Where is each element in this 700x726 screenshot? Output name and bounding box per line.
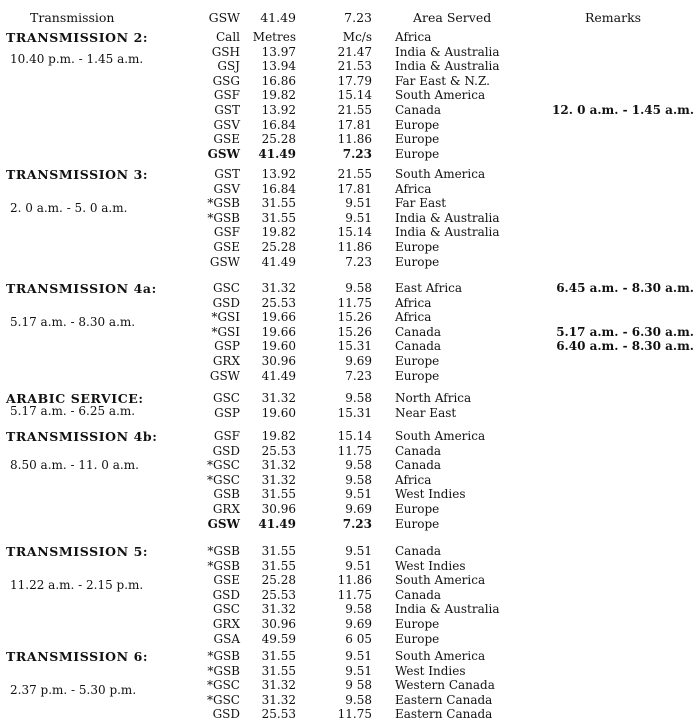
cell-area: India & Australia xyxy=(395,59,500,74)
cell-call: GSC xyxy=(213,391,240,405)
cell-metres: 41.49 xyxy=(261,254,296,269)
cell-metres: 19.66 xyxy=(261,310,296,325)
cell-area: South America xyxy=(395,429,486,443)
cell-call: GSH xyxy=(211,44,240,59)
cell-metres: 19.66 xyxy=(261,324,296,339)
cell-mcs: 9.69 xyxy=(345,354,372,368)
table-row xyxy=(0,573,700,588)
cell-mcs: 9.51 xyxy=(345,196,372,211)
cell-area: Europe xyxy=(395,617,440,631)
cell-metres: 30.96 xyxy=(261,354,296,368)
cell-metres: 31.55 xyxy=(261,544,296,558)
cell-area: Europe xyxy=(395,254,440,269)
cell-metres: 31.55 xyxy=(261,663,296,678)
cell-remarks: 5.17 a.m. - 6.30 a.m. xyxy=(556,324,694,339)
cell-mcs: 9.51 xyxy=(345,210,372,225)
table-row xyxy=(0,632,700,647)
cell-area: Canada xyxy=(395,324,442,339)
cell-metres: 25.28 xyxy=(261,132,296,147)
cell-metres: 31.32 xyxy=(261,472,296,487)
cell-area: Western Canada xyxy=(395,678,495,693)
table-row xyxy=(0,88,700,103)
cell-call: GSF xyxy=(213,88,240,103)
cell-call: GSD xyxy=(212,295,240,310)
cell-mcs: 9 58 xyxy=(345,678,372,693)
cell-mcs: 7.23 xyxy=(342,146,372,161)
cell-metres: 25.28 xyxy=(261,240,296,254)
section-time: 2. 0 a.m. - 5. 0 a.m. xyxy=(10,201,128,215)
cell-metres: 19.82 xyxy=(261,429,296,443)
cell-mcs: 6 05 xyxy=(345,631,372,646)
cell-mcs: 9.51 xyxy=(345,558,372,573)
cell-call: GSE xyxy=(213,240,240,254)
cell-metres: 31.55 xyxy=(261,210,296,225)
cell-area: Africa xyxy=(395,181,432,196)
section-title: TRANSMISSION 2: xyxy=(6,30,149,45)
cell-area: South America xyxy=(395,167,486,181)
cell-area: South America xyxy=(395,88,486,103)
cell-call: *GSC xyxy=(207,692,240,707)
cell-call: GSD xyxy=(212,707,240,722)
cell-area: Africa xyxy=(395,295,432,310)
cell-metres: 31.55 xyxy=(261,558,296,573)
section-time: 5.17 a.m. - 6.25 a.m. xyxy=(10,404,136,418)
table-row xyxy=(0,693,700,708)
table-row xyxy=(0,487,700,502)
cell-call: GSW xyxy=(207,146,240,161)
cell-call: GSW xyxy=(209,254,240,269)
cell-metres: 31.32 xyxy=(261,281,296,295)
cell-area: Far East & N.Z. xyxy=(395,73,490,88)
cell-mcs: 17.81 xyxy=(337,181,372,196)
cell-mcs: 15.26 xyxy=(337,310,372,325)
cell-area: Canada xyxy=(395,339,442,354)
cell-mcs: 21.53 xyxy=(337,59,372,74)
cell-area: Europe xyxy=(395,132,440,147)
cell-call: GST xyxy=(214,103,240,117)
cell-metres: 41.49 xyxy=(261,368,296,383)
cell-mcs: 9.51 xyxy=(345,663,372,678)
cell-metres: 16.84 xyxy=(261,117,296,132)
cell-area: West Indies xyxy=(395,663,466,678)
cell-call: GSF xyxy=(213,225,240,240)
section-title: TRANSMISSION 3: xyxy=(6,167,149,182)
cell-call: GRX xyxy=(212,617,240,631)
cell-call: GSE xyxy=(213,573,240,588)
cell-area: India & Australia xyxy=(395,44,500,59)
table-row xyxy=(0,182,700,197)
cell-mcs: 7.23 xyxy=(345,254,372,269)
cell-mcs: 9.69 xyxy=(345,617,372,631)
section-time: 2.37 p.m. - 5.30 p.m. xyxy=(10,683,137,697)
table-row xyxy=(0,517,700,532)
cell-call: GSG xyxy=(212,73,240,88)
cell-mcs: 9.51 xyxy=(345,544,372,558)
cell-area: India & Australia xyxy=(395,225,500,240)
cell-metres: 19.60 xyxy=(261,339,296,354)
cell-call: GSW xyxy=(209,368,240,383)
cell-area: Europe xyxy=(395,368,440,383)
cell-mcs: 15.14 xyxy=(337,429,372,443)
table-row xyxy=(0,369,700,384)
cell-metres: 41.49 xyxy=(258,146,296,161)
table-row xyxy=(0,59,700,74)
section-time: 5.17 a.m. - 8.30 a.m. xyxy=(10,315,136,329)
cell-mcs: 9.58 xyxy=(345,602,372,617)
cell-metres: 19.82 xyxy=(261,225,296,240)
cell-area: Eastern Canada xyxy=(395,692,493,707)
table-row xyxy=(0,325,700,340)
table-row xyxy=(0,255,700,270)
cell-metres: 25.53 xyxy=(261,295,296,310)
cell-call: *GSI xyxy=(211,324,240,339)
table-row xyxy=(0,429,700,444)
cell-call: *GSB xyxy=(207,663,240,678)
table-row xyxy=(0,444,700,459)
cell-metres: 31.55 xyxy=(261,196,296,211)
cell-call: GSC xyxy=(213,281,240,295)
cell-mcs: 9.58 xyxy=(345,458,372,473)
cell-mcs: 9.58 xyxy=(345,391,372,405)
cell-area: Canada xyxy=(395,587,442,602)
cell-mcs: 17.81 xyxy=(337,117,372,132)
cell-call: *GSC xyxy=(207,458,240,473)
cell-mcs: 15.31 xyxy=(337,405,372,420)
table-row xyxy=(0,240,700,255)
cell-area: Canada xyxy=(395,103,442,117)
cell-metres: 31.55 xyxy=(261,649,296,663)
cell-call: *GSC xyxy=(207,472,240,487)
table-row xyxy=(0,649,700,664)
cell-mcs: 11.75 xyxy=(337,707,372,722)
section-time: 10.40 p.m. - 1.45 a.m. xyxy=(10,52,144,66)
section-title: TRANSMISSION 4a: xyxy=(6,281,157,296)
cell-call: *GSB xyxy=(207,544,240,558)
cell-call: *GSB xyxy=(207,558,240,573)
cell-area: Eastern Canada xyxy=(395,707,493,722)
cell-remarks: 6.40 a.m. - 8.30 a.m. xyxy=(556,339,694,354)
cell-call: GSV xyxy=(213,181,240,196)
header-transmission: Transmission xyxy=(30,10,115,25)
table-row xyxy=(0,211,700,226)
cell-area: West Indies xyxy=(395,487,466,502)
cell-metres: 19.60 xyxy=(261,405,296,420)
cell-metres: 13.97 xyxy=(261,44,296,59)
section-time: 8.50 a.m. - 11. 0 a.m. xyxy=(10,458,139,472)
cell-mcs: 21.55 xyxy=(337,167,372,181)
cell-area: Canada xyxy=(395,443,442,458)
section-time: 11.22 a.m. - 2.15 p.m. xyxy=(10,578,144,592)
cell-metres: 19.82 xyxy=(261,88,296,103)
section-title: TRANSMISSION 5: xyxy=(6,544,149,559)
cell-mcs: 7.23 xyxy=(345,368,372,383)
cell-mcs: 21.55 xyxy=(337,103,372,117)
cell-mcs: 11.75 xyxy=(337,587,372,602)
cell-mcs: 17.79 xyxy=(337,73,372,88)
cell-metres: 31.55 xyxy=(261,487,296,502)
cell-mcs: 7.23 xyxy=(342,516,372,531)
table-row xyxy=(0,544,700,559)
cell-call: *GSB xyxy=(207,210,240,225)
table-row xyxy=(0,74,700,89)
cell-call: GSW xyxy=(207,516,240,531)
cell-area: Africa xyxy=(395,310,432,325)
cell-metres: 13.92 xyxy=(261,103,296,117)
table-row xyxy=(0,678,700,693)
section-title: TRANSMISSION 4b: xyxy=(6,429,158,444)
cell-area: Far East xyxy=(395,196,447,211)
cell-metres: 30.96 xyxy=(261,502,296,516)
cell-metres: Metres xyxy=(252,30,296,44)
cell-call: GSJ xyxy=(217,59,240,74)
cell-remarks: 6.45 a.m. - 8.30 a.m. xyxy=(556,281,694,295)
cell-metres: 31.32 xyxy=(261,391,296,405)
cell-metres: 13.94 xyxy=(261,59,296,74)
table-row xyxy=(0,458,700,473)
cell-mcs: 21.47 xyxy=(337,44,372,59)
cell-area: North Africa xyxy=(395,391,472,405)
cell-call: *GSI xyxy=(211,310,240,325)
cell-metres: 30.96 xyxy=(261,617,296,631)
cell-mcs: 9.51 xyxy=(345,649,372,663)
cell-area: Europe xyxy=(395,354,440,368)
cell-mcs: 11.86 xyxy=(337,132,372,147)
cell-metres: 16.86 xyxy=(261,73,296,88)
table-row xyxy=(0,118,700,133)
table-row xyxy=(0,664,700,679)
cell-call: GSD xyxy=(212,587,240,602)
cell-area: Europe xyxy=(395,146,440,161)
cell-call: GRX xyxy=(212,502,240,516)
cell-mcs: 15.26 xyxy=(337,324,372,339)
cell-mcs: 9.58 xyxy=(345,472,372,487)
cell-area: Africa xyxy=(395,472,432,487)
cell-metres: 41.49 xyxy=(258,516,296,531)
header-area: Area Served xyxy=(413,10,492,25)
table-row xyxy=(0,602,700,617)
cell-mcs: 15.14 xyxy=(337,88,372,103)
cell-area: Europe xyxy=(395,240,440,254)
table-row xyxy=(0,339,700,354)
cell-metres: 25.53 xyxy=(261,587,296,602)
table-row xyxy=(0,196,700,211)
cell-call: GSV xyxy=(213,117,240,132)
cell-call: *GSC xyxy=(207,678,240,693)
cell-area: Africa xyxy=(395,30,432,44)
header-remarks: Remarks xyxy=(585,10,642,25)
cell-mcs: 15.31 xyxy=(337,339,372,354)
table-row xyxy=(0,296,700,311)
cell-area: Europe xyxy=(395,117,440,132)
cell-area: India & Australia xyxy=(395,602,500,617)
cell-call: GSC xyxy=(213,602,240,617)
cell-metres: 25.53 xyxy=(261,443,296,458)
table-row xyxy=(0,473,700,488)
cell-call: GSE xyxy=(213,132,240,147)
table-row xyxy=(0,167,700,182)
table-row xyxy=(0,30,700,45)
cell-mcs: 15.14 xyxy=(337,225,372,240)
cell-metres: 31.32 xyxy=(261,692,296,707)
cell-area: Europe xyxy=(395,631,440,646)
cell-call: *GSB xyxy=(207,196,240,211)
cell-mcs: 11.86 xyxy=(337,240,372,254)
table-row xyxy=(0,45,700,60)
cell-area: Near East xyxy=(395,405,457,420)
table-row xyxy=(0,147,700,162)
section-title: TRANSMISSION 6: xyxy=(6,649,149,664)
table-row xyxy=(0,225,700,240)
cell-mcs: 11.75 xyxy=(337,443,372,458)
cell-metres: 13.92 xyxy=(261,167,296,181)
cell-metres: 31.32 xyxy=(261,602,296,617)
cell-mcs: 11.75 xyxy=(337,295,372,310)
section-title: ARABIC SERVICE: xyxy=(6,391,144,406)
cell-metres: 49.59 xyxy=(261,631,296,646)
cell-area: East Africa xyxy=(395,281,463,295)
cell-mcs: 9.51 xyxy=(345,487,372,502)
table-row xyxy=(0,103,700,118)
cell-call: GSF xyxy=(213,429,240,443)
cell-call: GRX xyxy=(212,354,240,368)
cell-remarks: 12. 0 a.m. - 1.45 a.m. xyxy=(552,103,694,117)
cell-call: GSD xyxy=(212,443,240,458)
table-row xyxy=(0,391,700,406)
table-row xyxy=(0,310,700,325)
cell-call: GSA xyxy=(213,631,240,646)
cell-metres: 25.53 xyxy=(261,707,296,722)
cell-area: Europe xyxy=(395,516,440,531)
cell-metres: 31.32 xyxy=(261,458,296,473)
table-row xyxy=(0,132,700,147)
cell-mcs: Mc/s xyxy=(342,30,372,44)
cell-call: GST xyxy=(214,167,240,181)
cell-area: West Indies xyxy=(395,558,466,573)
cell-mcs: 11.86 xyxy=(337,573,372,588)
table-row xyxy=(0,354,700,369)
cell-metres: 25.28 xyxy=(261,573,296,588)
cell-call: *GSB xyxy=(207,649,240,663)
header-call: GSW xyxy=(208,10,240,25)
table-row xyxy=(0,502,700,517)
cell-call: GSP xyxy=(214,339,240,354)
table-row xyxy=(0,559,700,574)
cell-area: South America xyxy=(395,649,486,663)
cell-area: South America xyxy=(395,573,486,588)
header-metres: 41.49 xyxy=(260,10,296,25)
cell-call: GSB xyxy=(213,487,240,502)
cell-call: GSP xyxy=(214,405,240,420)
cell-call: Call xyxy=(215,30,240,44)
cell-area: Canada xyxy=(395,458,442,473)
table-row xyxy=(0,406,700,421)
table-row xyxy=(0,281,700,296)
cell-area: India & Australia xyxy=(395,210,500,225)
cell-mcs: 9.58 xyxy=(345,281,372,295)
cell-mcs: 9.58 xyxy=(345,692,372,707)
cell-area: Canada xyxy=(395,544,442,558)
cell-area: Europe xyxy=(395,502,440,516)
table-row xyxy=(0,617,700,632)
cell-metres: 16.84 xyxy=(261,181,296,196)
cell-metres: 31.32 xyxy=(261,678,296,693)
table-row xyxy=(0,588,700,603)
cell-mcs: 9.69 xyxy=(345,502,372,516)
table-row xyxy=(0,707,700,722)
header-mcs: 7.23 xyxy=(344,10,372,25)
